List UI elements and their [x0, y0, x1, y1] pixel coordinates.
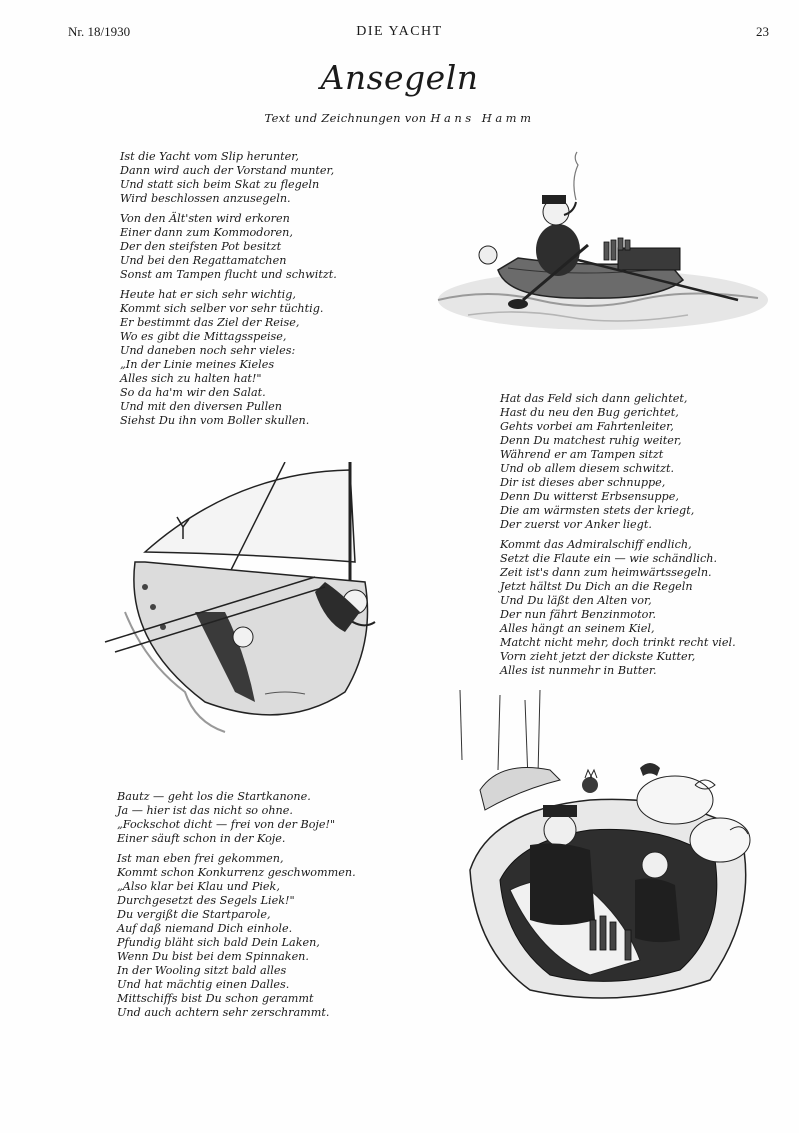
- verse-line: Der den steifsten Pot besitzt: [120, 240, 282, 253]
- verse-line: „Fockschot dicht — frei von der Boje!": [117, 818, 336, 831]
- verse-line: „In der Linie meines Kieles: [120, 358, 275, 371]
- magazine-name: DIE YACHT: [356, 24, 443, 39]
- verse-line: Hat das Feld sich dann gelichtet,: [500, 392, 688, 405]
- verse-line: Und ob allem diesem schwitzt.: [500, 462, 675, 475]
- verse-line: Mittschiffs bist Du schon gerammt: [117, 992, 314, 1005]
- verse-line: „Also klar bei Klau und Piek,: [117, 880, 280, 893]
- verse-line: Und bei den Regattamatchen: [120, 254, 287, 267]
- stanza: [120, 212, 337, 282]
- verse-line: Wird beschlossen anzusegeln.: [120, 192, 291, 205]
- sails-race-drawing: [85, 462, 385, 742]
- verse-line: Bautz — geht los die Startkanone.: [117, 790, 311, 803]
- verse-line: Zeit ist's dann zum heimwärtssegeln.: [500, 566, 712, 579]
- verse-line: Denn Du matchest ruhig weiter,: [500, 434, 682, 447]
- verse-line: Kommt sich selber vor sehr tüchtig.: [120, 302, 324, 315]
- verse-line: Einer dann zum Kommodoren,: [120, 226, 293, 239]
- verse-line: Alles hängt an seinem Kiel,: [500, 622, 655, 635]
- verse-line: Einer säuft schon in der Koje.: [117, 832, 286, 845]
- verse-line: So da ha'm wir den Salat.: [120, 386, 266, 399]
- verse-line: Durchgesetzt des Segels Liek!": [117, 894, 295, 907]
- illustration-drinking-boat: [440, 690, 770, 1015]
- stanza: [500, 392, 736, 532]
- verse-line: Wenn Du bist bei dem Spinnaken.: [117, 950, 309, 963]
- verse-line: Setzt die Flaute ein — wie schändlich.: [500, 552, 717, 565]
- verse-line: Ja — hier ist das nicht so ohne.: [117, 804, 293, 817]
- stanza: [120, 288, 337, 428]
- verse-line: Jetzt hältst Du Dich an die Regeln: [500, 580, 693, 593]
- article-title: Ansegeln: [320, 58, 479, 97]
- verse-line: Und Du läßt den Alten vor,: [500, 594, 652, 607]
- byline-author: Hans Hamm: [430, 111, 535, 125]
- verse-line: Hast du neu den Bug gerichtet,: [500, 406, 679, 419]
- verse-line: Ist man eben frei gekommen,: [117, 852, 284, 865]
- byline-prefix: Text und Zeichnungen von: [264, 111, 431, 125]
- verse-line: Auf daß niemand Dich einhole.: [117, 922, 293, 935]
- verse-line: Dann wird auch der Vorstand munter,: [120, 164, 335, 177]
- verse-column-1-bottom: [117, 790, 356, 1026]
- verse-line: In der Wooling sitzt bald alles: [117, 964, 287, 977]
- stanza: [500, 538, 736, 678]
- verse-line: Alles ist nunmehr in Butter.: [500, 664, 657, 677]
- verse-line: Kommt schon Konkurrenz geschwommen.: [117, 866, 356, 879]
- illustration-sails-race: [85, 462, 385, 742]
- verse-line: Dir ist dieses aber schnuppe,: [500, 476, 666, 489]
- verse-line: Sonst am Tampen flucht und schwitzt.: [120, 268, 337, 281]
- drinking-boat-drawing: [440, 690, 770, 1015]
- verse-line: Alles sich zu halten hat!": [120, 372, 262, 385]
- verse-line: Vorn zieht jetzt der dickste Kutter,: [500, 650, 696, 663]
- issue-number: Nr. 18/1930: [68, 24, 131, 39]
- verse-line: Er bestimmt das Ziel der Reise,: [120, 316, 300, 329]
- verse-line: Während er am Tampen sitzt: [500, 448, 664, 461]
- verse-line: Kommt das Admiralschiff endlich,: [500, 538, 692, 551]
- verse-line: Wo es gibt die Mittagsspeise,: [120, 330, 287, 343]
- verse-line: Von den Ält'sten wird erkoren: [120, 212, 290, 225]
- page-header: [0, 24, 799, 42]
- verse-line: Die am wärmsten stets der kriegt,: [500, 504, 695, 517]
- verse-line: Und hat mächtig einen Dalles.: [117, 978, 290, 991]
- verse-column-1-top: [120, 150, 337, 434]
- verse-line: Und mit den diversen Pullen: [120, 400, 283, 413]
- verse-column-2-middle: [500, 392, 736, 684]
- verse-line: Der nun fährt Benzinmotor.: [500, 608, 657, 621]
- illustration-commodore-rowing: [428, 150, 768, 360]
- verse-line: Denn Du witterst Erbsensuppe,: [500, 490, 679, 503]
- verse-line: Und auch achtern sehr zerschrammt.: [117, 1006, 330, 1019]
- verse-line: Matcht nicht mehr, doch trinkt recht viel.: [500, 636, 736, 649]
- page-number: 23: [756, 24, 769, 39]
- verse-line: Pfundig bläht sich bald Dein Laken,: [117, 936, 320, 949]
- verse-line: Und daneben noch sehr vieles:: [120, 344, 296, 357]
- stanza: [120, 150, 337, 206]
- verse-line: Heute hat er sich sehr wichtig,: [120, 288, 296, 301]
- verse-line: Du vergißt die Startparole,: [117, 908, 271, 921]
- verse-line: Gehts vorbei am Fahrtenleiter,: [500, 420, 674, 433]
- commodore-rowing-drawing: [428, 150, 768, 360]
- stanza: [117, 852, 356, 1020]
- stanza: [117, 790, 356, 846]
- verse-line: Der zuerst vor Anker liegt.: [500, 518, 652, 531]
- article-byline: [0, 111, 799, 125]
- verse-line: Siehst Du ihn vom Boller skullen.: [120, 414, 310, 427]
- verse-line: Und statt sich beim Skat zu flegeln: [120, 178, 320, 191]
- verse-line: Ist die Yacht vom Slip herunter,: [120, 150, 299, 163]
